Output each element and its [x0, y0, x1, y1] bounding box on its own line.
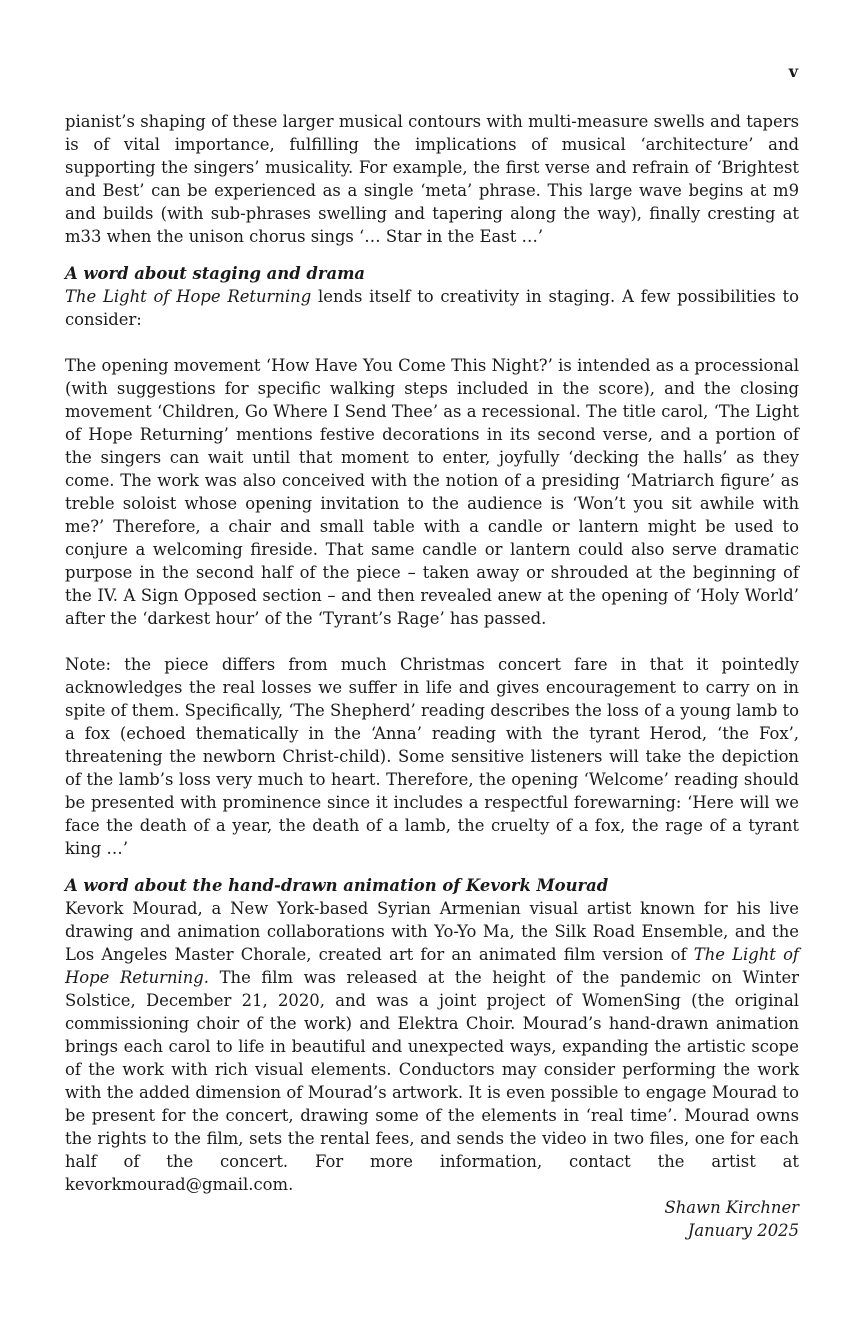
paragraph-animation	[65, 897, 799, 1196]
heading-staging: A word about staging and drama	[65, 264, 366, 283]
section-animation	[65, 874, 799, 1196]
animation-text-end: The film was released at the height of the pandemic on Winter Solstice, December 21, 2020, and was a joint project of WomenSing (the original commissioning choir of the work) and Elektra Choir. Mourad’s hand-drawn animation brings each carol to life in beautiful and unexpected ways, expanding the artistic scope of the work with rich visual elements. Conductors may consider performing the work with the added dimension of Mourad’s artwork. It is even possible to engage Mourad to be present for the concert, drawing some of the elements in ‘real time’. Mourad owns the rights to the film, sets the rental fees, and sends the video in two files, one for each half of the concert. For more information, contact the artist at kevorkmourad@gmail.com.	[65, 968, 799, 1194]
signature-date: January 2025	[687, 1221, 799, 1240]
staging-intro-text: lends itself to creativity in staging. A few possibilities to consider:	[65, 287, 799, 329]
paragraph-musical-contours: pianist’s shaping of these larger musical contours with multi-measure swells and tapers is of vital importance, fulfilling the implications of musical ‘architecture’ and supporting the singers’ musicality. For example, the first verse and refrain of ‘Brightest and Best’ can be experienced as a single ‘meta’ phrase. This large wave begins at m9 and builds (with sub-phrases swelling and tapering along the way), finally cresting at m33 when the unison chorus sings ‘… Star in the East …’	[65, 112, 799, 246]
author-name: Shawn Kirchner	[664, 1198, 799, 1217]
paragraph-staging-details: The opening movement ‘How Have You Come This Night?’ is intended as a processional (with suggestions for specific walking steps included in the score), and the closing movement ‘Children, Go Where I Send Thee’ as a recessional. The title carol, ‘The Light of Hope Returning’ mentions festive decorations in its second verse, and a portion of the singers can wait until that moment to enter, joyfully ‘decking the halls’ as they come. The work was also conceived with the notion of a presiding ‘Matriarch figure’ as treble soloist whose opening invitation to the audience is ‘Won’t you sit awhile with me?’ Therefore, a chair and small table with a candle or lantern might be used to conjure a welcoming fireside. That same candle or lantern could also serve dramatic purpose in the second half of the piece – taken away or shrouded at the beginning of the IV. A Sign Opposed section – and then revealed anew at the opening of ‘Holy World’ after the ‘darkest hour’ of the ‘Tyrant’s Rage’ has passed.	[65, 356, 799, 628]
paragraph-staging-intro	[65, 285, 799, 331]
page-number: v	[788, 62, 798, 81]
animation-text-start: Kevork Mourad, a New York-based Syrian Armenian visual artist known for his live drawing and animation collaborations with Yo-Yo Ma, the Silk Road Ensemble, and the Los Angeles Master Chorale, created art for an animated film version of	[65, 899, 799, 964]
film-title: The Light of Hope Returning.	[65, 945, 799, 987]
paragraph-note: Note: the piece differs from much Christmas concert fare in that it pointedly acknowledges the real losses we suffer in life and gives encouragement to carry on in spite of them. Specifically, ‘The Shepherd’ reading describes the loss of a young lamb to a fox (echoed thematically in the ‘Anna’ reading with the tyrant Herod, ‘the Fox’, threatening the newborn Christ-child). Some sensitive listeners will take the depiction of the lamb’s loss very much to heart. Therefore, the opening ‘Welcome’ reading should be presented with prominence since it includes a respectful forewarning: ‘Here will we face the death of a year, the death of a lamb, the cruelty of a fox, the rage of a tyrant king …’	[65, 655, 799, 858]
work-title: The Light of Hope Returning	[65, 287, 312, 306]
heading-animation: A word about the hand-drawn animation of Kevork Mourad	[65, 876, 609, 895]
section-staging	[65, 262, 799, 860]
page-body	[65, 110, 799, 1242]
signature-block	[65, 1196, 799, 1242]
